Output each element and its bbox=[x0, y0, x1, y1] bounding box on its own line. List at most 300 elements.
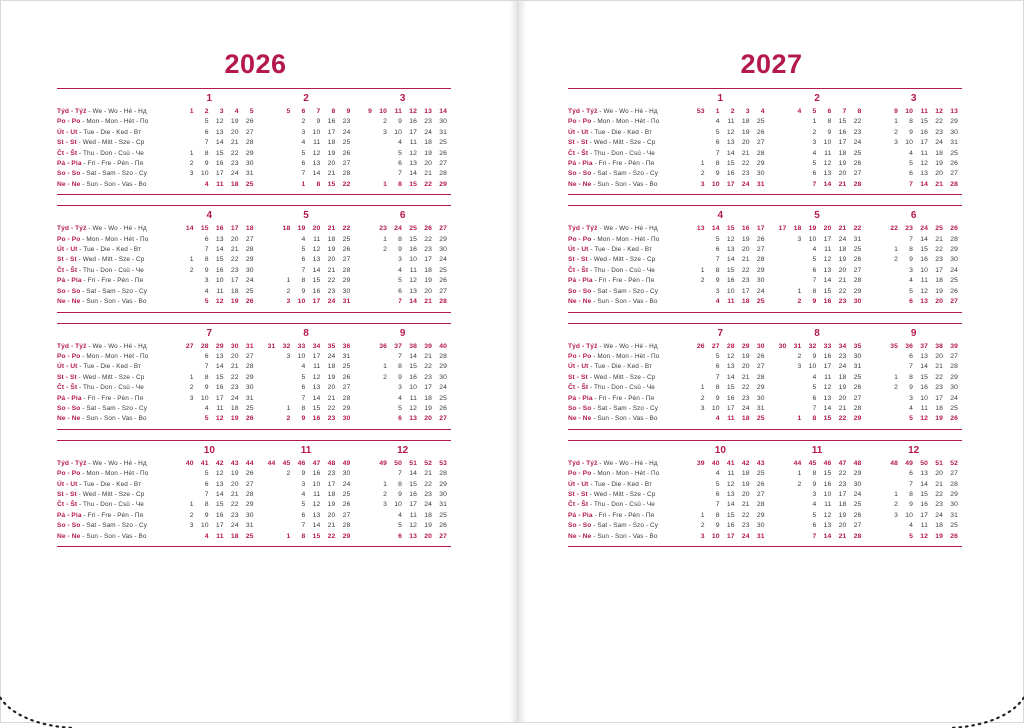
date-number: 8 bbox=[204, 501, 209, 509]
day-name-primary: Pá - Pia bbox=[57, 277, 82, 285]
date-number: 27 bbox=[245, 352, 254, 360]
date-row bbox=[354, 266, 451, 276]
date-number: 29 bbox=[245, 373, 254, 381]
date-number: 10 bbox=[200, 522, 209, 530]
date-number: 22 bbox=[230, 149, 239, 157]
date-number: 18 bbox=[230, 180, 239, 188]
month-day-cell-group bbox=[672, 117, 769, 127]
date-number: 14 bbox=[215, 490, 224, 498]
day-name-secondary: - Fri - Fre - Pén - Пя bbox=[592, 511, 655, 519]
day-name-text bbox=[568, 180, 672, 190]
date-number: 2 bbox=[894, 384, 899, 392]
date-number: 25 bbox=[853, 501, 862, 509]
month-day-cell-group bbox=[672, 245, 769, 255]
day-name-label bbox=[568, 159, 672, 169]
date-number: 2 bbox=[286, 470, 291, 478]
month-number bbox=[161, 209, 258, 224]
date-number: 10 bbox=[905, 511, 914, 519]
date-row bbox=[769, 180, 866, 190]
date-number: 20 bbox=[935, 170, 944, 178]
date-number: 8 bbox=[812, 415, 817, 423]
day-name-label bbox=[568, 255, 672, 265]
week-number-row bbox=[354, 459, 451, 469]
date-number: 1 bbox=[189, 149, 194, 157]
date-number: 23 bbox=[853, 128, 862, 136]
date-number: 4 bbox=[398, 266, 403, 274]
date-number: 1 bbox=[894, 246, 899, 254]
month-day-cell-group bbox=[258, 297, 355, 307]
day-name-label bbox=[568, 342, 672, 352]
date-number: 19 bbox=[838, 511, 847, 519]
month-day-cell-group bbox=[258, 128, 355, 138]
week-number: 1 bbox=[189, 108, 194, 115]
date-number: 2 bbox=[700, 394, 705, 402]
date-number: 18 bbox=[230, 287, 239, 295]
month-day-cell-group bbox=[258, 235, 355, 245]
date-number: 25 bbox=[342, 490, 351, 498]
date-number: 19 bbox=[424, 522, 433, 530]
day-name-label bbox=[57, 480, 161, 490]
date-number: 11 bbox=[824, 373, 832, 381]
day-name-secondary: - Sun - Son - Vas - Во bbox=[80, 532, 147, 540]
day-name-label bbox=[568, 394, 672, 404]
date-number: 14 bbox=[215, 363, 224, 371]
date-number: 18 bbox=[327, 490, 336, 498]
day-name-text bbox=[57, 107, 161, 117]
date-number: 30 bbox=[950, 128, 959, 136]
date-number: 15 bbox=[409, 180, 418, 188]
date-number: 23 bbox=[230, 511, 239, 519]
date-number: 29 bbox=[950, 246, 959, 254]
date-number: 10 bbox=[215, 277, 224, 285]
month-day-cell-group bbox=[354, 255, 451, 265]
date-number: 26 bbox=[439, 277, 448, 285]
week-number-row bbox=[672, 107, 769, 117]
date-row bbox=[161, 394, 258, 404]
date-number: 5 bbox=[715, 235, 720, 243]
month-day-cell-group bbox=[769, 245, 866, 255]
date-number: 15 bbox=[409, 235, 418, 243]
date-number: 17 bbox=[424, 256, 433, 264]
date-number: 8 bbox=[398, 235, 403, 243]
day-name-secondary: - We - Wo - Hé - Hд bbox=[597, 459, 658, 467]
date-number: 16 bbox=[215, 266, 224, 274]
week-number-row bbox=[865, 459, 962, 469]
date-number: 9 bbox=[715, 522, 720, 530]
date-number: 26 bbox=[342, 373, 351, 381]
date-row bbox=[672, 138, 769, 148]
month-number-label: 5 bbox=[814, 210, 820, 222]
date-number: 8 bbox=[204, 149, 209, 157]
week-number: 28 bbox=[726, 342, 735, 350]
date-number: 26 bbox=[342, 501, 351, 509]
date-row bbox=[258, 521, 355, 531]
month-day-cell-group bbox=[161, 342, 258, 352]
date-number: 25 bbox=[342, 139, 351, 147]
day-name-label bbox=[57, 532, 161, 542]
date-number: 16 bbox=[920, 256, 929, 264]
date-row bbox=[769, 480, 866, 490]
day-name-primary: St - St bbox=[57, 490, 77, 498]
date-number: 21 bbox=[424, 170, 433, 178]
day-name-label bbox=[57, 107, 161, 117]
date-number: 23 bbox=[230, 160, 239, 168]
date-row bbox=[769, 266, 866, 276]
date-number: 30 bbox=[439, 118, 448, 126]
date-number: 26 bbox=[950, 160, 959, 168]
month-day-cell-group bbox=[769, 511, 866, 521]
date-number: 14 bbox=[409, 470, 418, 478]
date-number: 22 bbox=[838, 470, 847, 478]
date-row bbox=[769, 532, 866, 542]
day-name-primary: St - St bbox=[57, 139, 77, 147]
day-row bbox=[57, 159, 451, 169]
date-row bbox=[672, 414, 769, 424]
week-number: 27 bbox=[711, 342, 720, 350]
month-number-label: 2 bbox=[814, 93, 820, 104]
date-number: 6 bbox=[301, 384, 306, 392]
week-number: 46 bbox=[823, 459, 832, 467]
month-header-row bbox=[57, 92, 451, 107]
day-name-label bbox=[57, 394, 161, 404]
day-name-primary: So - So bbox=[568, 170, 592, 178]
month-day-cell-group bbox=[672, 404, 769, 414]
day-name-text bbox=[57, 149, 161, 159]
day-row bbox=[568, 107, 962, 117]
month-day-cell-group bbox=[769, 297, 866, 307]
date-number: 17 bbox=[823, 363, 832, 371]
date-number: 14 bbox=[726, 149, 735, 157]
date-number: 27 bbox=[950, 470, 959, 478]
week-number: 50 bbox=[394, 459, 403, 467]
month-number-label: 1 bbox=[717, 93, 724, 104]
date-number: 14 bbox=[409, 298, 418, 306]
week-number-row bbox=[161, 342, 258, 352]
day-name-text bbox=[57, 469, 161, 479]
date-number: 24 bbox=[950, 394, 959, 402]
date-number: 5 bbox=[398, 522, 403, 530]
day-row bbox=[568, 469, 962, 479]
date-row bbox=[161, 362, 258, 372]
day-name-primary: Ne - Ne bbox=[57, 532, 81, 540]
date-row bbox=[672, 128, 769, 138]
date-number: 18 bbox=[230, 404, 239, 412]
date-number: 23 bbox=[741, 170, 750, 178]
date-number: 29 bbox=[245, 256, 254, 264]
date-number: 10 bbox=[711, 532, 720, 540]
date-number: 23 bbox=[935, 501, 944, 509]
date-number: 18 bbox=[424, 511, 433, 519]
day-row bbox=[57, 469, 451, 479]
day-name-primary: Po - Po bbox=[57, 118, 81, 126]
day-name-secondary: - Mon - Mon - Hét - По bbox=[80, 470, 149, 478]
date-number: 13 bbox=[726, 490, 735, 498]
month-day-cell-group bbox=[258, 138, 355, 148]
date-number: 20 bbox=[230, 352, 239, 360]
date-number: 5 bbox=[909, 287, 914, 295]
month-day-cell-group bbox=[258, 394, 355, 404]
week-number: 31 bbox=[267, 342, 276, 350]
month-day-cell-group bbox=[769, 276, 866, 286]
week-number: 12 bbox=[409, 108, 418, 115]
month-day-cell-group bbox=[161, 414, 258, 424]
month-day-cell-group bbox=[161, 169, 258, 179]
day-name-text bbox=[568, 149, 672, 159]
date-number: 19 bbox=[327, 246, 336, 254]
date-number: 2 bbox=[189, 160, 194, 168]
date-number: 20 bbox=[935, 298, 944, 306]
date-number: 9 bbox=[909, 256, 914, 264]
month-day-cell-group bbox=[865, 138, 962, 148]
week-number: 24 bbox=[920, 225, 929, 233]
month-number bbox=[258, 327, 355, 342]
date-number: 26 bbox=[342, 246, 351, 254]
date-number: 30 bbox=[342, 470, 351, 478]
date-number: 11 bbox=[727, 470, 735, 478]
date-number: 29 bbox=[342, 277, 351, 285]
month-day-cell-group bbox=[769, 500, 866, 510]
month-day-cell-group bbox=[769, 469, 866, 479]
day-name-secondary: - Mon - Mon - Hét - По bbox=[80, 352, 149, 360]
day-name-primary: Čt - Št bbox=[568, 384, 589, 392]
week-number: 17 bbox=[778, 225, 787, 233]
date-row bbox=[354, 117, 451, 127]
date-number: 30 bbox=[342, 415, 351, 423]
day-name-text bbox=[57, 490, 161, 500]
month-day-cell-group bbox=[354, 149, 451, 159]
day-name-label bbox=[57, 138, 161, 148]
day-name-secondary: - Fri - Fre - Pén - Пя bbox=[81, 511, 144, 519]
month-day-cell-group bbox=[672, 511, 769, 521]
month-day-cell-group bbox=[354, 383, 451, 393]
day-row bbox=[568, 373, 962, 383]
day-name-label bbox=[568, 287, 672, 297]
month-day-cell-group bbox=[354, 342, 451, 352]
date-number: 31 bbox=[342, 298, 351, 306]
date-number: 4 bbox=[204, 180, 209, 188]
date-row bbox=[258, 128, 355, 138]
week-number-row bbox=[769, 342, 866, 352]
date-number: 17 bbox=[327, 480, 336, 488]
week-number: 38 bbox=[935, 342, 944, 350]
date-number: 22 bbox=[935, 246, 944, 254]
week-number: 25 bbox=[409, 225, 418, 233]
date-number: 22 bbox=[935, 373, 944, 381]
month-day-cell-group bbox=[672, 532, 769, 542]
date-row bbox=[354, 500, 451, 510]
month-day-cell-group bbox=[161, 266, 258, 276]
day-name-label bbox=[57, 373, 161, 383]
date-row bbox=[769, 490, 866, 500]
week-number: 8 bbox=[857, 108, 862, 115]
month-number bbox=[769, 209, 866, 224]
date-number: 29 bbox=[439, 235, 448, 243]
day-name-primary: Týd - Týž bbox=[568, 459, 598, 467]
date-number: 27 bbox=[342, 160, 351, 168]
date-number: 3 bbox=[812, 490, 817, 498]
date-number: 13 bbox=[823, 394, 832, 402]
date-number: 14 bbox=[312, 266, 321, 274]
month-day-cell-group bbox=[769, 521, 866, 531]
date-number: 7 bbox=[715, 149, 720, 157]
month-day-cell-group bbox=[769, 149, 866, 159]
day-name-primary: Pá - Pia bbox=[568, 394, 593, 402]
date-number: 20 bbox=[741, 490, 750, 498]
week-number: 34 bbox=[312, 342, 321, 350]
date-row bbox=[258, 373, 355, 383]
day-row bbox=[568, 383, 962, 393]
label-spacer bbox=[57, 327, 161, 342]
date-number: 16 bbox=[726, 394, 735, 402]
day-row bbox=[57, 383, 451, 393]
date-number: 29 bbox=[439, 480, 448, 488]
date-number: 3 bbox=[398, 256, 403, 264]
date-number: 18 bbox=[424, 139, 433, 147]
week-number: 15 bbox=[200, 225, 209, 233]
date-number: 29 bbox=[756, 511, 765, 519]
date-number: 16 bbox=[920, 384, 929, 392]
date-number: 15 bbox=[327, 180, 336, 188]
month-header-row bbox=[57, 444, 451, 459]
date-number: 28 bbox=[756, 149, 765, 157]
day-name-secondary: - Tue - Die - Ked - Вт bbox=[77, 128, 142, 136]
day-row bbox=[568, 297, 962, 307]
date-number: 17 bbox=[726, 532, 735, 540]
date-number: 8 bbox=[909, 373, 914, 381]
date-number: 14 bbox=[409, 352, 418, 360]
date-number: 10 bbox=[711, 180, 720, 188]
date-number: 13 bbox=[409, 160, 418, 168]
quarter-block bbox=[568, 323, 962, 430]
day-name-text bbox=[568, 500, 672, 510]
date-number: 13 bbox=[312, 511, 321, 519]
date-number: 14 bbox=[726, 373, 735, 381]
week-number: 4 bbox=[797, 108, 802, 115]
date-number: 10 bbox=[808, 363, 817, 371]
month-day-cell-group bbox=[161, 469, 258, 479]
month-header-row bbox=[57, 209, 451, 224]
date-number: 5 bbox=[301, 149, 306, 157]
week-number: 22 bbox=[853, 225, 862, 233]
date-number: 17 bbox=[215, 522, 224, 530]
date-number: 26 bbox=[756, 235, 765, 243]
date-number: 7 bbox=[909, 180, 914, 188]
month-day-cell-group bbox=[865, 342, 962, 352]
date-row bbox=[354, 469, 451, 479]
month-day-cell-group bbox=[672, 138, 769, 148]
date-number: 16 bbox=[920, 501, 929, 509]
date-number: 4 bbox=[715, 415, 720, 423]
month-day-cell-group bbox=[161, 383, 258, 393]
date-number: 1 bbox=[812, 118, 817, 126]
day-name-primary: So - So bbox=[568, 287, 592, 295]
date-number: 27 bbox=[245, 480, 254, 488]
date-number: 3 bbox=[909, 394, 914, 402]
date-number: 4 bbox=[204, 287, 209, 295]
date-number: 14 bbox=[920, 180, 929, 188]
week-number-row bbox=[161, 107, 258, 117]
date-row bbox=[354, 159, 451, 169]
day-name-label bbox=[568, 500, 672, 510]
date-number: 3 bbox=[189, 522, 194, 530]
date-number: 12 bbox=[409, 404, 418, 412]
week-number: 16 bbox=[741, 225, 750, 233]
day-name-text bbox=[568, 383, 672, 393]
date-number: 25 bbox=[853, 149, 862, 157]
date-number: 21 bbox=[935, 480, 944, 488]
day-name-label bbox=[568, 297, 672, 307]
day-row bbox=[57, 490, 451, 500]
date-number: 22 bbox=[741, 160, 750, 168]
date-number: 8 bbox=[812, 470, 817, 478]
week-number: 52 bbox=[424, 459, 433, 467]
date-number: 9 bbox=[827, 128, 832, 136]
page-title-year-right: 2027 bbox=[740, 49, 803, 79]
day-row bbox=[57, 521, 451, 531]
date-number: 5 bbox=[715, 352, 720, 360]
day-name-label bbox=[568, 521, 672, 531]
date-number: 7 bbox=[204, 363, 209, 371]
week-number: 27 bbox=[439, 225, 448, 233]
date-row bbox=[769, 276, 866, 286]
date-number: 10 bbox=[808, 235, 817, 243]
week-number-row bbox=[354, 224, 451, 234]
date-number: 13 bbox=[726, 246, 735, 254]
month-day-cell-group bbox=[672, 362, 769, 372]
date-number: 9 bbox=[715, 277, 720, 285]
date-number: 4 bbox=[715, 470, 720, 478]
date-number: 6 bbox=[398, 415, 403, 423]
month-day-cell-group bbox=[865, 480, 962, 490]
date-number: 22 bbox=[424, 180, 433, 188]
date-number: 9 bbox=[398, 246, 403, 254]
date-row bbox=[672, 235, 769, 245]
week-number: 9 bbox=[346, 108, 351, 115]
date-number: 11 bbox=[216, 532, 224, 540]
date-number: 10 bbox=[823, 490, 832, 498]
week-number: 2 bbox=[730, 108, 735, 115]
date-number: 17 bbox=[838, 139, 847, 147]
date-number: 11 bbox=[727, 415, 735, 423]
date-row bbox=[769, 352, 866, 362]
date-number: 26 bbox=[756, 128, 765, 136]
date-number: 24 bbox=[838, 363, 847, 371]
week-number: 3 bbox=[219, 108, 224, 115]
month-day-cell-group bbox=[769, 394, 866, 404]
day-row bbox=[57, 414, 451, 424]
date-number: 8 bbox=[301, 277, 306, 285]
date-number: 26 bbox=[342, 149, 351, 157]
date-number: 18 bbox=[838, 149, 847, 157]
date-number: 24 bbox=[741, 532, 750, 540]
day-name-label bbox=[57, 490, 161, 500]
date-number: 5 bbox=[909, 415, 914, 423]
month-day-cell-group bbox=[161, 276, 258, 286]
date-number: 11 bbox=[824, 246, 832, 254]
date-row bbox=[354, 532, 451, 542]
date-number: 10 bbox=[200, 170, 209, 178]
date-row bbox=[354, 404, 451, 414]
day-name-label bbox=[57, 414, 161, 424]
month-number bbox=[258, 444, 355, 459]
date-number: 19 bbox=[838, 160, 847, 168]
day-name-label bbox=[568, 266, 672, 276]
week-number: 11 bbox=[394, 108, 403, 115]
day-row bbox=[57, 480, 451, 490]
day-row bbox=[57, 128, 451, 138]
date-number: 15 bbox=[215, 501, 224, 509]
date-number: 7 bbox=[204, 246, 209, 254]
